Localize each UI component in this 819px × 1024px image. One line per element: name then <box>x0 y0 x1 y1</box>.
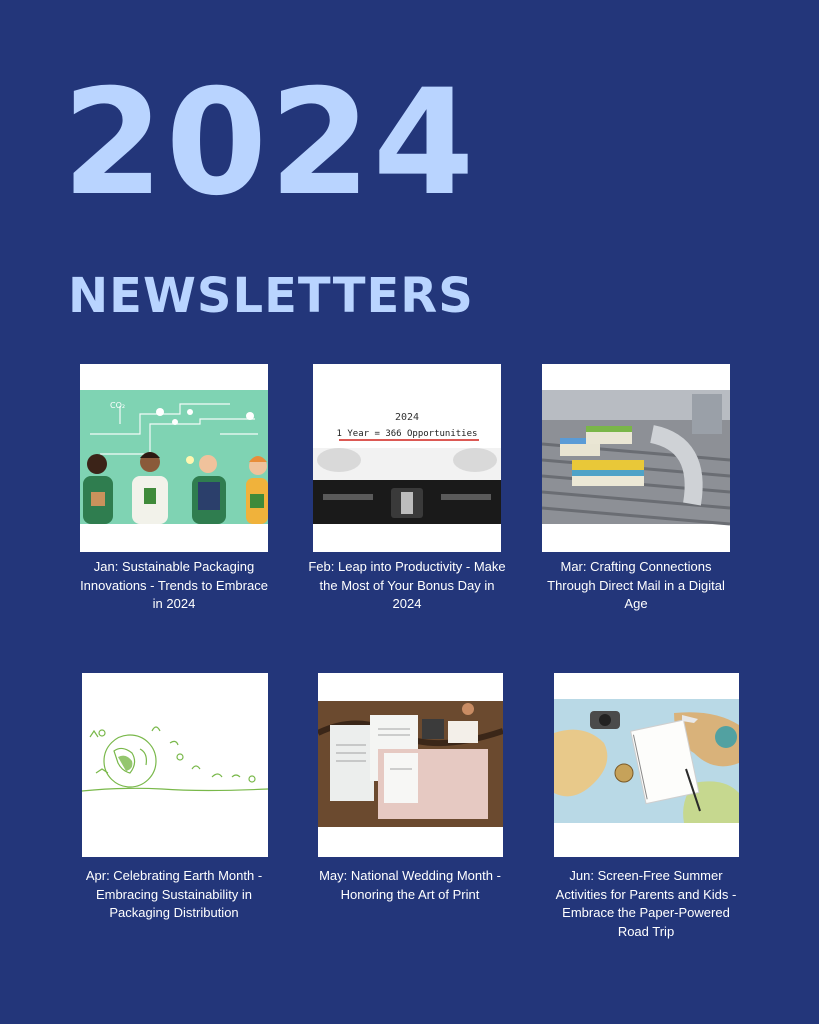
newsletter-thumbnail-mar[interactable] <box>542 364 730 552</box>
newsletter-thumbnail-jun[interactable] <box>554 673 739 857</box>
newsletter-caption-feb[interactable]: Feb: Leap into Productivity - Make the Most of Your Bonus Day in 2024 <box>308 559 506 611</box>
newsletter-thumbnail-apr[interactable] <box>82 673 268 857</box>
newsletter-caption-jun[interactable]: Jun: Screen-Free Summer Activities for Parents and Kids - Embrace the Paper-Powered Road Trip <box>555 868 737 939</box>
svg-text:2024: 2024 <box>394 412 420 423</box>
earth-line-drawing <box>82 673 268 857</box>
newsletter-caption-jan[interactable]: Jan: Sustainable Packaging Innovations - Trends to Embrace in 2024 <box>80 559 268 611</box>
newsletter-thumbnail-may[interactable] <box>318 673 503 857</box>
newsletter-thumbnail-feb[interactable] <box>313 364 501 552</box>
sustainability-people-illustration <box>80 364 268 552</box>
newsletter-caption-apr[interactable]: Apr: Celebrating Earth Month -Embracing Sustainability in Packaging Distribution <box>85 868 263 920</box>
wedding-invitations-photo <box>318 673 503 857</box>
typewriter-photo <box>313 364 501 552</box>
svg-text:CO₂: CO₂ <box>110 401 126 410</box>
travel-map-notebook-photo <box>554 673 739 857</box>
svg-text:1 Year = 366 Opportunities: 1 Year = 366 Opportunities <box>336 429 478 439</box>
newsletter-caption-may[interactable]: May: National Wedding Month - Honoring the Art of Print <box>319 868 501 902</box>
printing-press-photo <box>542 364 730 552</box>
newsletter-thumbnail-jan[interactable] <box>80 364 268 552</box>
newsletter-caption-mar[interactable]: Mar: Crafting Connections Through Direct Mail in a Digital Age <box>547 559 725 611</box>
page-year: 2024 <box>62 58 477 228</box>
page-title: NEWSLETTERS <box>68 268 474 324</box>
